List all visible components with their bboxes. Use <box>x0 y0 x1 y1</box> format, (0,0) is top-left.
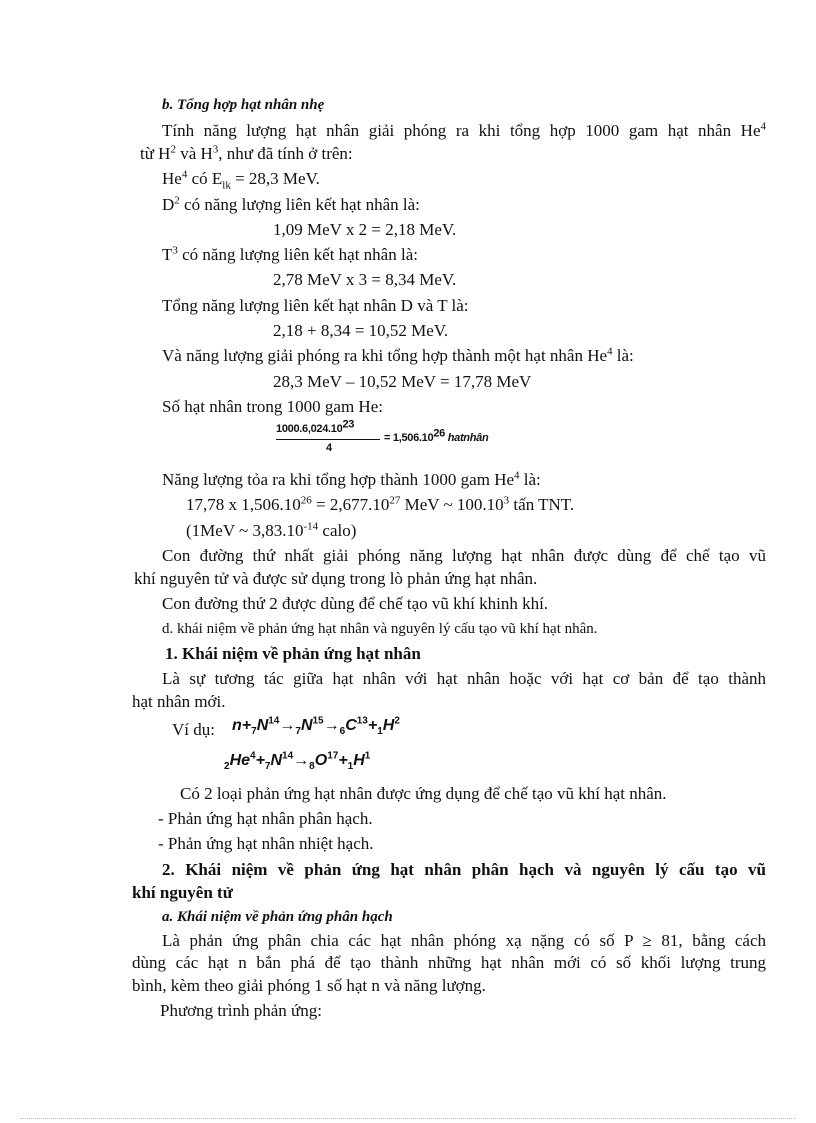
formula-numerator: 1000.6,024.10$^{23}$ <box>276 418 355 435</box>
formula-denominator: 4 <box>326 442 333 454</box>
energy-line: Năng lượng tỏa ra khi tổng hợp thành 1000 gam He$^4$ là: <box>162 469 541 489</box>
path1-line2: khí nguyên tử và được sử dụng trong lò phản ứng hạt nhân. <box>134 569 538 588</box>
nuclei-count-formula <box>276 418 536 463</box>
total-line: Tổng năng lượng liên kết hạt nhân D và T là: <box>162 296 469 315</box>
calorie-line: (1MeV ~ $3,83.10^{-14}$ calo) <box>186 520 357 540</box>
path2-line: Con đường thứ 2 được dùng để chế tạo vũ khí khinh khí. <box>162 594 549 613</box>
definition-line2: hạt nhân mới. <box>132 692 226 711</box>
two-types-line: Có 2 loại phản ứng hạt nhân được ứng dụng để chế tạo vũ khí hạt nhân. <box>180 784 667 803</box>
heading-1: 1. Khái niệm về phản ứng hạt nhân <box>165 644 421 663</box>
fraction-bar <box>276 439 380 440</box>
type-fusion: - Phản ứng hạt nhân nhiệt hạch. <box>158 834 374 853</box>
release-calculation: 28,3 MeV – 10,52 MeV = 17,78 MeV <box>273 372 532 391</box>
path1-line1: Con đường thứ nhất giải phóng năng lượng hạt nhân được dùng để chế tạo vũ <box>162 546 766 565</box>
he-energy-line: He$^4$ có $E_{lk} = 28,3$ MeV. <box>162 168 320 192</box>
heading-2-line2: khí nguyên tử <box>132 883 233 902</box>
count-line: Số hạt nhân trong 1000 gam He: <box>162 397 383 416</box>
example-label: Ví dụ: <box>172 720 215 739</box>
type-fission: - Phản ứng hạt nhân phân hạch. <box>158 809 373 828</box>
d-calculation: 1,09 MeV x 2 = 2,18 MeV. <box>273 220 457 239</box>
heading-d: d. khái niệm về phản ứng hạt nhân và nguyên lý cấu tạo vũ khí hạt nhân. <box>162 621 598 637</box>
release-line: Và năng lượng giải phóng ra khi tổng hợp thành một hạt nhân He$^4$ là: <box>162 345 634 365</box>
t-calculation: 2,78 MeV x 3 = 8,34 MeV. <box>273 270 457 289</box>
fission-line2: dùng các hạt n bắn phá để tạo thành những hạt nhân mới có số khối lượng trung <box>132 953 766 972</box>
fission-line1: Là phản ứng phân chia các hạt nhân phóng xạ nặng có số P ≥ 81, bằng cách <box>162 931 766 950</box>
paragraph-intro-line2: từ $H^2$ và $H^3$, như đã tính ở trên: <box>140 143 353 163</box>
energy-calculation: 17,78 x $1,506.10^{26} = 2,677.10^{27}$ MeV ~ 100.10$^3$ tấn TNT. <box>186 494 575 514</box>
reaction-equation-2: $_2He^4+_7N^{14}\to_8O^{17}+_1H^1$ <box>224 750 371 773</box>
fission-line3: bình, kèm theo giải phóng 1 số hạt n và năng lượng. <box>132 976 486 995</box>
formula-result: = $1,506.10^{26}$ hatnhân <box>384 427 489 444</box>
definition-line1: Là sự tương tác giữa hạt nhân với hạt nhân hoặc với hạt cơ bản để tạo thành <box>162 669 766 688</box>
t-line: $T^3$ có năng lượng liên kết hạt nhân là: <box>162 244 418 264</box>
heading-2-line1: 2. Khái niệm về phản ứng hạt nhân phân hạch và nguyên lý cấu tạo vũ <box>162 860 766 879</box>
reaction-equation-1: $n+_7N^{14}\to_7N^{15}\to_6C^{13}+_1H^2$ <box>232 715 400 738</box>
equation-label: Phương trình phản ứng: <box>160 1001 322 1020</box>
d-line: $D^2$ có năng lượng liên kết hạt nhân là: <box>162 194 420 214</box>
heading-b: b. Tổng hợp hạt nhân nhẹ <box>162 97 325 113</box>
total-calculation: 2,18 + 8,34 = 10,52 MeV. <box>273 321 449 340</box>
heading-a: a. Khái niệm về phản ứng phân hạch <box>162 909 393 925</box>
paragraph-intro-line1: Tính năng lượng hạt nhân giải phóng ra khi tổng hợp 1000 gam hạt nhân He$^4$ <box>162 120 766 140</box>
page-bottom-border <box>20 1118 796 1119</box>
